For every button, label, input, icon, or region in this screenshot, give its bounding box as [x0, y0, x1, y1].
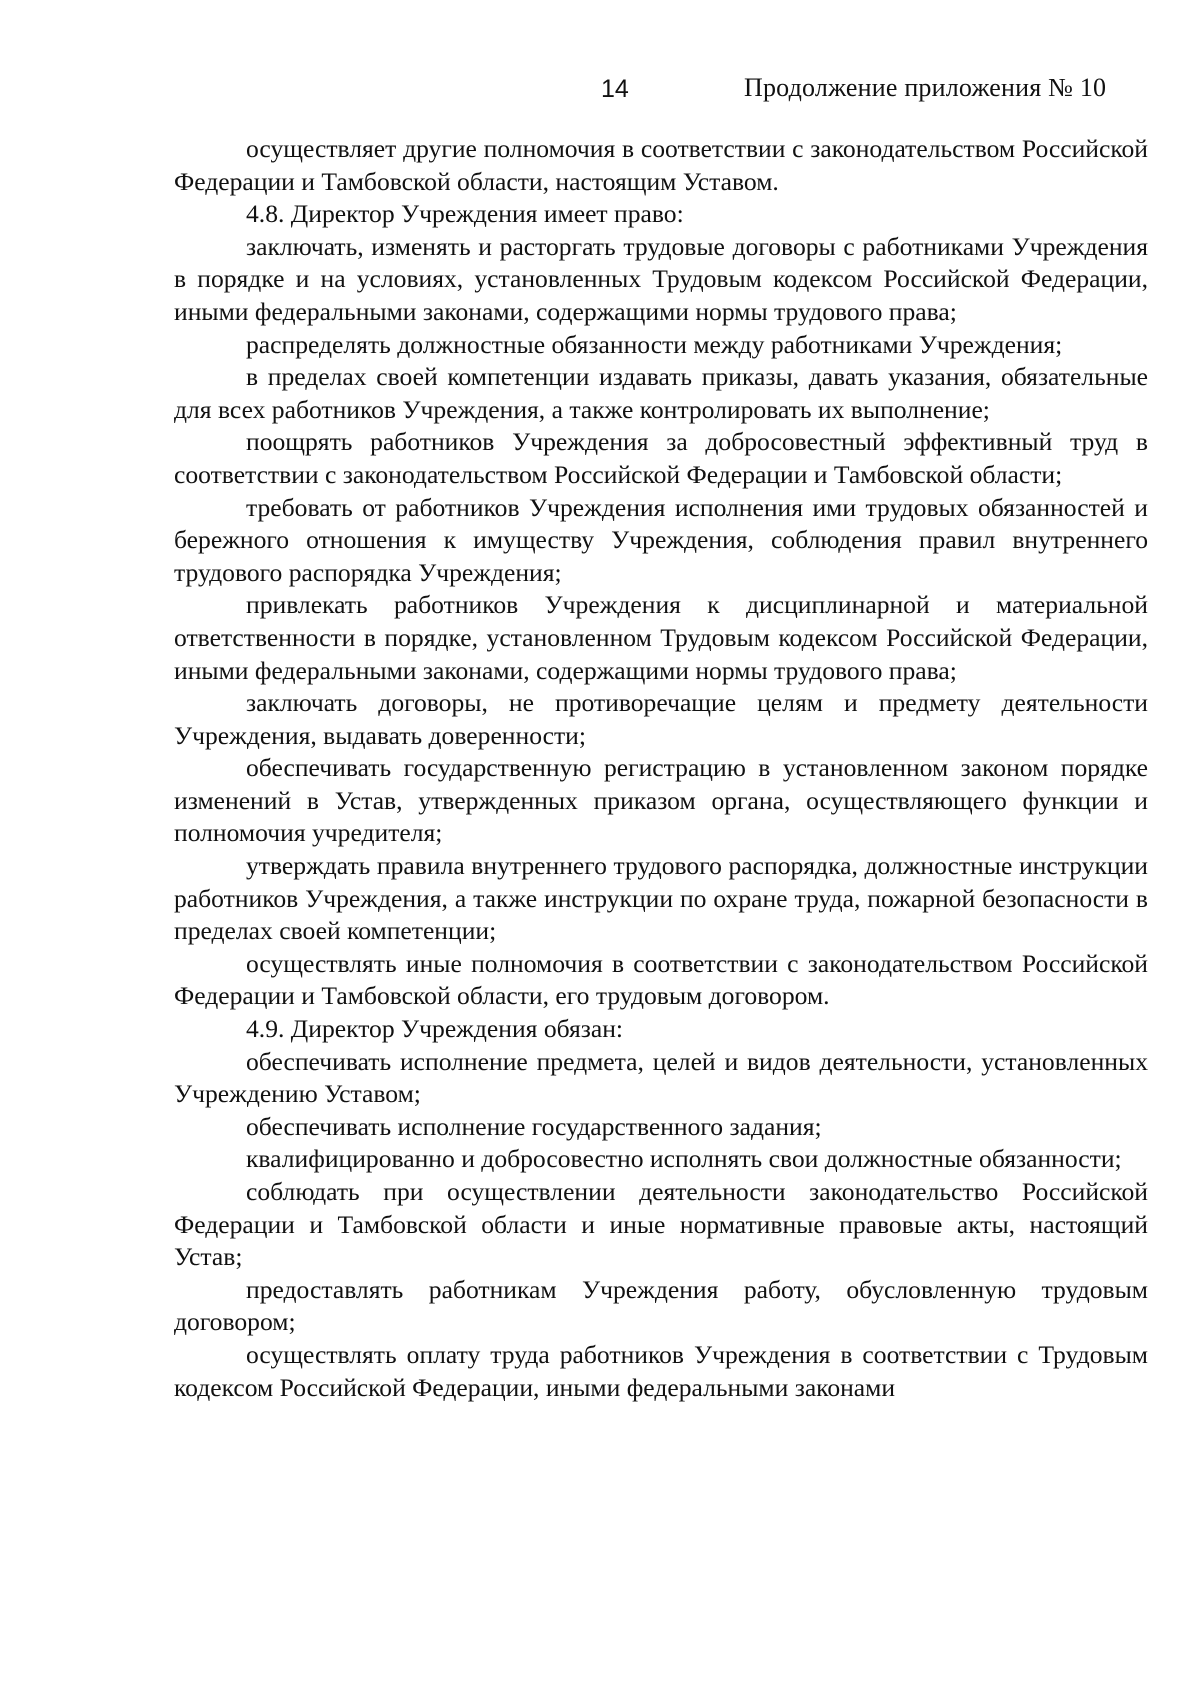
paragraph: осуществляет другие полномочия в соответствии с законодательством Российской Федерации и Тамбовской области, настоящим Уставом. [174, 134, 1148, 196]
list-item: квалифицированно и добросовестно исполнять свои должностные обязанности; [246, 1144, 1122, 1174]
list-item: в пределах своей компетенции издавать приказы, давать указания, обязательные для всех работников Учреждения, а также контролировать их выполнение; [174, 362, 1148, 424]
list-item: осуществлять иные полномочия в соответствии с законодательством Российской Федерации и Тамбовской области, его трудовым договором. [174, 948, 1148, 1011]
list-item: заключать договоры, не противоречащие целям и предмету деятельности Учреждения, выдавать доверенности; [174, 688, 1148, 750]
list-item: привлекать работников Учреждения к дисциплинарной и материальной ответственности в порядке, установленном Трудовым кодексом Российской Федерации, иными федеральными законами, содержащими нормы трудового права; [174, 590, 1148, 685]
section-heading-4-8: 4.8. Директор Учреждения имеет право: [246, 199, 684, 229]
list-item: требовать от работников Учреждения исполнения ими трудовых обязанностей и бережного отношения к имуществу Учреждения, соблюдения правил внутреннего трудового распорядка Учреждения; [174, 492, 1148, 587]
list-item: распределять должностные обязанности между работниками Учреждения; [246, 329, 1063, 359]
list-item: соблюдать при осуществлении деятельности законодательство Российской Федерации и Тамбовской области и иные нормативные правовые акты, настоящий Устав; [174, 1177, 1148, 1272]
list-item: утверждать правила внутреннего трудового распорядка, должностные инструкции работников Учреждения, а также инструкции по охране труда, пожарной безопасности в пределах своей компетенции; [174, 851, 1148, 946]
page-number: 14 [601, 75, 629, 103]
list-item: обеспечивать государственную регистрацию в установленном законом порядке изменений в Устав, утвержденных приказом органа, осуществляющего функции и полномочия учредителя; [174, 753, 1148, 848]
list-item: обеспечивать исполнение государственного задания; [246, 1111, 822, 1141]
list-item: поощрять работников Учреждения за добросовестный эффективный труд в соответствии с законодательством Российской Федерации и Тамбовской области; [174, 427, 1148, 489]
section-heading-4-9: 4.9. Директор Учреждения обязан: [246, 1014, 624, 1044]
list-item: предоставлять работникам Учреждения работу, обусловленную трудовым договором; [174, 1274, 1148, 1337]
document-body [174, 133, 1148, 1404]
list-item: осуществлять оплату труда работников Учреждения в соответствии с Трудовым кодексом Российской Федерации, иными федеральными законами [174, 1339, 1148, 1402]
list-item: обеспечивать исполнение предмета, целей и видов деятельности, установленных Учреждению Уставом; [174, 1046, 1148, 1109]
list-item: заключать, изменять и расторгать трудовые договоры с работниками Учреждения в порядке и на условиях, установленных Трудовым кодексом Российской Федерации, иными федеральными законами, содержащими нормы трудового права; [174, 231, 1148, 326]
running-header: Продолжение приложения № 10 [744, 73, 1107, 102]
